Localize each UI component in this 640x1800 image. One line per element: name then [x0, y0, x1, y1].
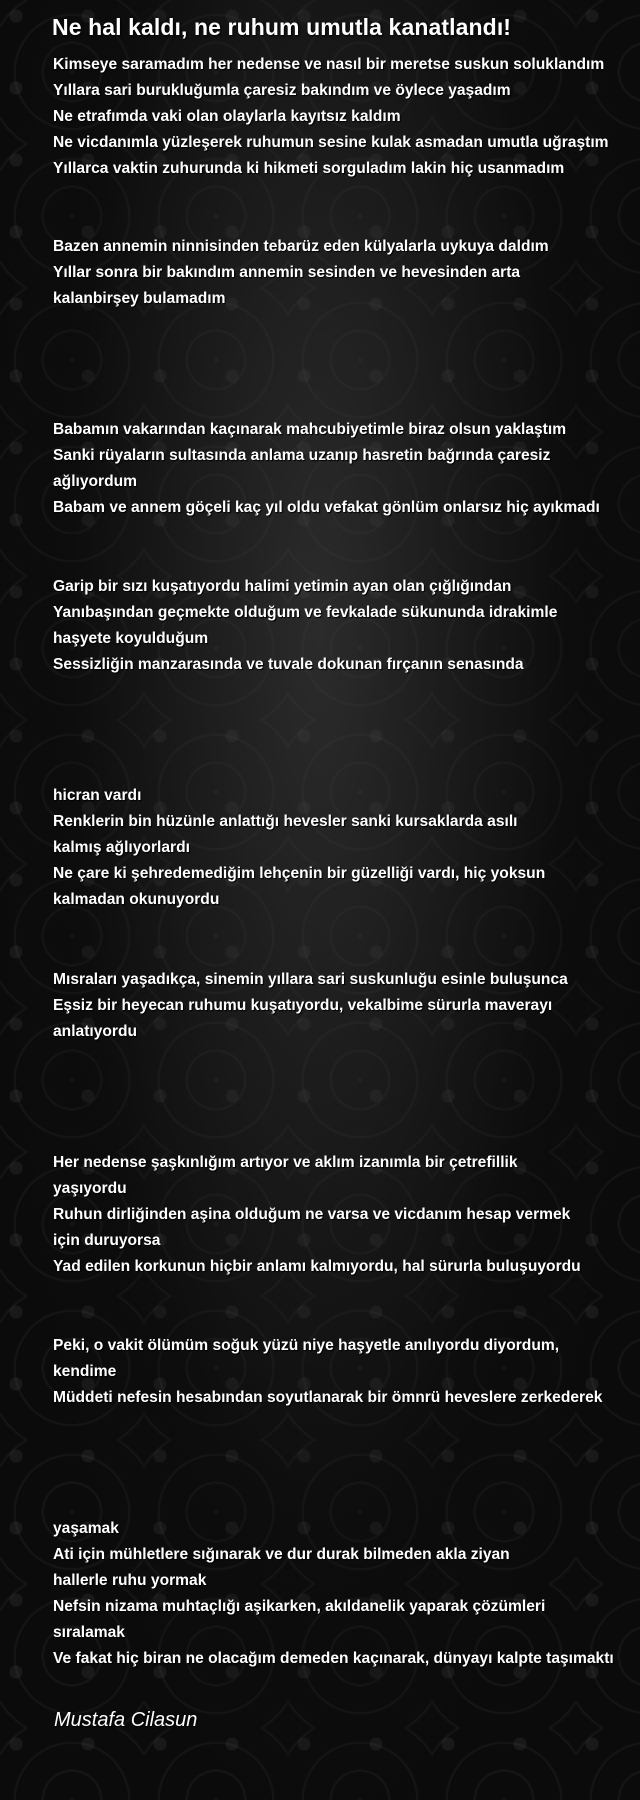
poem-line: Yıllarca vaktin zuhurunda ki hikmeti sorguladım lakin hiç usanmadım: [53, 160, 565, 177]
poem-line: Renklerin bin hüzünle anlattığı hevesler sanki kursaklarda asılı: [53, 813, 518, 830]
poem-line: Ne etrafımda vaki olan olaylarla kayıtsız kaldım: [53, 108, 401, 125]
stanza-gap: [53, 913, 638, 967]
poem-line: kalanbirşey bulamadım: [53, 290, 226, 307]
stanza-6: [53, 967, 638, 1045]
poem-line: kendime: [53, 1363, 117, 1380]
poem-line: sıralamak: [53, 1624, 125, 1641]
poem-line: Yıllar sonra bir bakındım annemin sesinden ve hevesinden arta: [53, 264, 521, 281]
poem-line: hallerle ruhu yormak: [53, 1572, 207, 1589]
poem-line: Mısraları yaşadıkça, sinemin yıllara sari suskunluğu esinle buluşunca: [53, 971, 568, 988]
stanza-7: [53, 1150, 638, 1280]
stanza-gap: [53, 1045, 638, 1150]
poem-line: Peki, o vakit ölümüm soğuk yüzü niye haşyetle anılıyordu diyordum,: [53, 1337, 560, 1354]
poem-line: Babamın vakarından kaçınarak mahcubiyetimle biraz olsun yaklaştım: [53, 421, 567, 438]
poem-line: için duruyorsa: [53, 1232, 161, 1249]
poem-line: Yanıbaşından geçmekte olduğum ve fevkalade sükununda idrakimle: [53, 604, 558, 621]
stanza-gap: [53, 312, 638, 417]
poem-line: Ati için mühletlere sığınarak ve dur durak bilmeden akla ziyan: [53, 1546, 510, 1563]
poem-line: Kimseye saramadım her nedense ve nasıl bir meretse suskun soluklandım: [53, 56, 605, 73]
poem-line: yaşamak: [53, 1520, 119, 1537]
poem-line: yaşıyordu: [53, 1180, 127, 1197]
poem-line: Ruhun dirliğinden aşina olduğum ne varsa ve vicdanım hesap vermek: [53, 1206, 571, 1223]
stanza-3: [53, 417, 638, 521]
stanza-gap: [53, 1411, 638, 1516]
poem-line: Garip bir sızı kuşatıyordu halimi yetimin ayan olan çığlığından: [53, 578, 512, 595]
poem-line: Müddeti nefesin hesabından soyutlanarak bir ömnrü heveslere zerkederek: [53, 1389, 603, 1406]
poem-line: Sanki rüyaların sultasında anlama uzanıp hasretin bağrında çaresiz: [53, 447, 551, 464]
poem-line: ağlıyordum: [53, 473, 138, 490]
poem-line: kalmış ağlıyorlardı: [53, 839, 190, 856]
stanza-5: [53, 783, 638, 913]
author-name: Mustafa Cilasun: [54, 1709, 198, 1731]
poem-line: Babam ve annem göçeli kaç yıl oldu vefakat gönlüm onlarsız hiç ayıkmadı: [53, 499, 600, 516]
stanza-1: [53, 52, 638, 182]
poem-title: Ne hal kaldı, ne ruhum umutla kanatlandı!: [52, 14, 512, 40]
stanza-8: [53, 1333, 638, 1411]
poem-line: Sessizliğin manzarasında ve tuvale dokunan fırçanın senasında: [53, 656, 524, 673]
stanza-gap: [53, 182, 638, 234]
poem-line: Eşsiz bir heyecan ruhumu kuşatıyordu, vekalbime sürurla maverayı: [53, 997, 553, 1014]
poem-line: kalmadan okunuyordu: [53, 891, 220, 908]
stanza-gap: [53, 521, 638, 574]
poem-line: Her nedense şaşkınlığım artıyor ve aklım izanımla bir çetrefillik: [53, 1154, 518, 1171]
poem-line: hicran vardı: [53, 787, 142, 804]
poem-line: haşyete koyulduğum: [53, 630, 209, 647]
poem-line: Yıllara sari burukluğumla çaresiz bakındım ve öylece yaşadım: [53, 82, 511, 99]
stanza-4: [53, 574, 638, 678]
poem-body: [53, 52, 638, 1672]
poem-line: Ne çare ki şehredemediğim lehçenin bir güzelliği vardı, hiç yoksun: [53, 865, 546, 882]
stanza-2: [53, 234, 638, 312]
poem-line: anlatıyordu: [53, 1023, 138, 1040]
stanza-9: [53, 1516, 638, 1672]
stanza-gap: [53, 678, 638, 783]
poem-line: Ve fakat hiç biran ne olacağım demeden kaçınarak, dünyayı kalpte taşımaktı: [53, 1650, 614, 1667]
poem-line: Yad edilen korkunun hiçbir anlamı kalmıyordu, hal sürurla buluşuyordu: [53, 1258, 581, 1275]
poem-line: Bazen annemin ninnisinden tebarüz eden külyalarla uykuya daldım: [53, 238, 549, 255]
poem-line: Ne vicdanımla yüzleşerek ruhumun sesine kulak asmadan umutla uğraştım: [53, 134, 609, 151]
poem-line: Nefsin nizama muhtaçlığı aşikarken, akıldanelik yaparak çözümleri: [53, 1598, 546, 1615]
stanza-gap: [53, 1280, 638, 1333]
